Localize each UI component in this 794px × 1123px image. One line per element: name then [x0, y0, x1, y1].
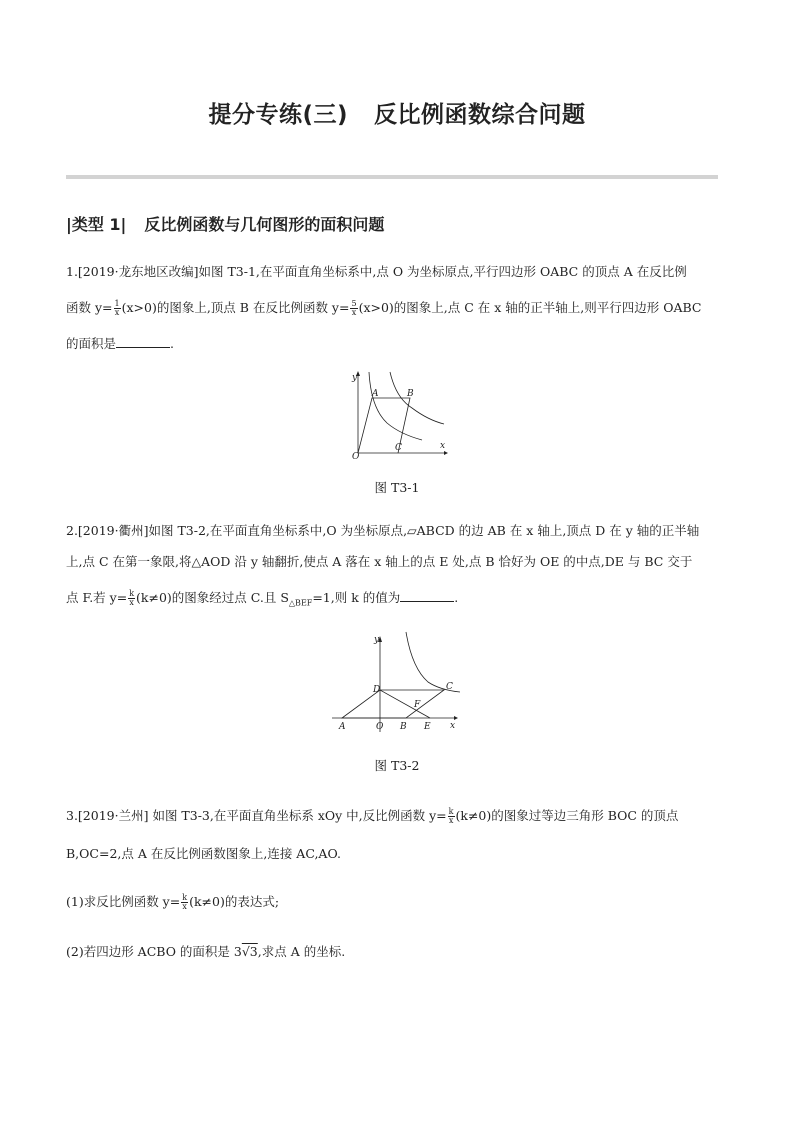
label-o: O — [352, 452, 360, 460]
label-c: C — [446, 682, 453, 692]
q2-text: =1,则 k 的值为 — [312, 590, 401, 605]
label-b: B — [407, 389, 414, 399]
label-f: F — [414, 700, 421, 710]
label-o: O — [376, 722, 384, 732]
q1-text: (x>0)的图象上,顶点 B 在反比例函数 y= — [121, 300, 350, 315]
segment-de — [380, 690, 430, 718]
label-y: y — [352, 373, 358, 383]
q3-line-1 — [66, 806, 678, 825]
q3-text: ,求点 A 的坐标. — [257, 944, 346, 959]
q2-line-1: 2.[2019·衢州]如图 T3-2,在平面直角坐标系中,O 为坐标原点,▱ABCD 的边 AB 在 x 轴上,顶点 D 在 y 轴的正半轴 — [66, 523, 700, 538]
label-y: y — [374, 635, 380, 645]
figure-caption-t3-2: 图 T3-2 — [374, 758, 420, 773]
area-subscript: △BEF — [288, 598, 313, 608]
q2-text: (k≠0)的图象经过点 C.且 S — [136, 590, 289, 605]
q3-text: (2)若四边形 ACBO 的面积是 3 — [66, 944, 242, 959]
section-heading — [66, 212, 384, 235]
q3-part-1 — [66, 892, 279, 911]
figure-caption-t3-1: 图 T3-1 — [374, 480, 420, 495]
q3-text: (k≠0)的表达式; — [189, 894, 280, 909]
radical: √3 — [241, 944, 258, 959]
fraction-denominator: x — [114, 308, 120, 317]
q2-line-3 — [66, 588, 458, 608]
q1-line-3 — [66, 334, 174, 352]
fraction — [181, 894, 188, 911]
fraction-denominator: x — [129, 598, 134, 607]
q2-text: 点 F.若 y= — [66, 590, 128, 605]
fraction-numerator: k — [448, 807, 454, 816]
page-title — [0, 96, 794, 129]
fraction-numerator: 1 — [114, 299, 120, 308]
fraction — [114, 300, 121, 317]
q1-line-2 — [66, 298, 701, 317]
fraction-denominator: x — [448, 816, 454, 825]
q3-part-2 — [66, 942, 345, 960]
title-part1: 提分专练(三) — [208, 102, 349, 128]
q3-text: 3.[2019·兰州] 如图 T3-3,在平面直角坐标系 xOy 中,反比例函数 y= — [66, 808, 447, 823]
label-x: x — [450, 721, 456, 731]
q1-line-1: 1.[2019·龙东地区改编]如图 T3-1,在平面直角坐标系中,点 O 为坐标原点,平行四边形 OABC 的顶点 A 在反比例 — [66, 264, 687, 279]
x-axis-arrow — [454, 716, 458, 720]
figure-t3-1 — [342, 368, 452, 460]
label-e: E — [424, 722, 431, 732]
x-axis-arrow — [444, 451, 448, 455]
label-a: A — [372, 389, 379, 399]
q2-text: . — [454, 590, 459, 605]
answer-blank[interactable] — [116, 335, 170, 348]
parallelogram-oabc — [358, 398, 410, 453]
section-tag: |类型 1| — [66, 215, 127, 234]
section-title: 反比例函数与几何图形的面积问题 — [144, 215, 385, 234]
q1-text: 函数 y= — [66, 300, 113, 315]
label-b: B — [400, 722, 407, 732]
figure-t3-2 — [330, 630, 462, 734]
fraction-numerator: 5 — [351, 299, 357, 308]
fraction-numerator: k — [182, 893, 188, 902]
title-part2: 反比例函数综合问题 — [374, 102, 586, 128]
q3-line-2: B,OC=2,点 A 在反比例函数图象上,连接 AC,AO. — [66, 846, 341, 861]
q1-text: (x>0)的图象上,点 C 在 x 轴的正半轴上,则平行四边形 OABC — [358, 300, 702, 315]
parallelogram-abcd — [342, 690, 444, 718]
label-d: D — [373, 685, 381, 695]
q3-text: (1)求反比例函数 y= — [66, 894, 181, 909]
fraction-numerator: k — [129, 589, 135, 598]
q2-line-2: 上,点 C 在第一象限,将△AOD 沿 y 轴翻折,使点 A 落在 x 轴上的点 E 处,点 B 恰好为 OE 的中点,DE 与 BC 交于 — [66, 554, 693, 569]
fraction — [448, 808, 455, 825]
fraction-denominator: x — [351, 308, 357, 317]
q3-text: (k≠0)的图象过等边三角形 BOC 的顶点 — [455, 808, 679, 823]
fraction — [350, 300, 357, 317]
answer-blank[interactable] — [400, 589, 454, 602]
fraction-denominator: x — [182, 902, 187, 911]
curve-y-1-over-x — [369, 372, 422, 440]
label-c: C — [395, 443, 402, 453]
label-a: A — [339, 722, 346, 732]
fraction — [128, 590, 135, 607]
q1-text: 的面积是 — [66, 336, 117, 351]
label-x: x — [440, 441, 446, 451]
title-divider — [66, 175, 718, 179]
q1-text: . — [170, 336, 174, 351]
